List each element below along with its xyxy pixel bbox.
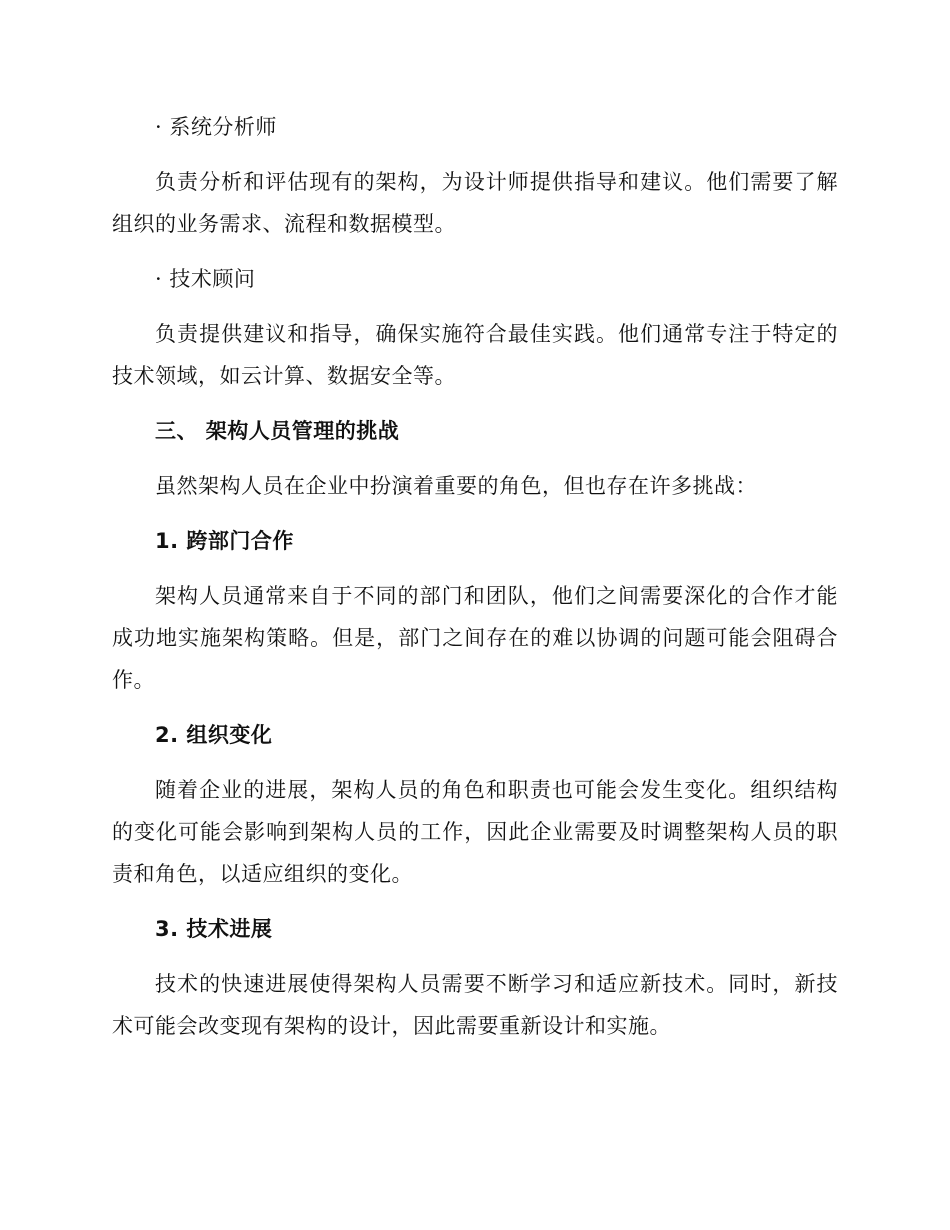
paragraph-tech-line-1: 技术的快速进展使得架构人员需要不断学习和适应新技术。同时，新技 xyxy=(155,972,838,996)
paragraph-tech-line-2: 术可能会改变现有架构的设计，因此需要重新设计和实施。 xyxy=(112,1014,671,1038)
paragraph-org-line-3: 责和角色，以适应组织的变化。 xyxy=(112,862,413,886)
section-heading-challenges: 三、 架构人员管理的挑战 xyxy=(155,419,400,443)
paragraph-org-line-2: 的变化可能会影响到架构人员的工作，因此企业需要及时调整架构人员的职 xyxy=(112,820,838,844)
subheading-tech-progress: 3. 技术进展 xyxy=(155,917,273,941)
bullet-tech-consultant: · 技术顾问 xyxy=(155,267,256,291)
paragraph-org-line-1: 随着企业的进展，架构人员的角色和职责也可能会发生变化。组织结构 xyxy=(155,778,838,802)
subheading-org-change: 2. 组织变化 xyxy=(155,723,273,747)
bullet-system-analyst: · 系统分析师 xyxy=(155,115,277,139)
paragraph-challenges-intro: 虽然架构人员在企业中扮演着重要的角色，但也存在许多挑战： xyxy=(155,474,757,498)
paragraph-cross-line-3: 作。 xyxy=(112,668,155,692)
paragraph-analyst-line-2: 组织的业务需求、流程和数据模型。 xyxy=(112,212,456,236)
paragraph-consultant-line-2: 技术领域，如云计算、数据安全等。 xyxy=(112,364,456,388)
subheading-cross-department: 1. 跨部门合作 xyxy=(155,529,294,553)
paragraph-consultant-line-1: 负责提供建议和指导，确保实施符合最佳实践。他们通常专注于特定的 xyxy=(155,322,838,346)
paragraph-cross-line-2: 成功地实施架构策略。但是，部门之间存在的难以协调的问题可能会阻碍合 xyxy=(112,626,838,650)
paragraph-analyst-line-1: 负责分析和评估现有的架构，为设计师提供指导和建议。他们需要了解 xyxy=(155,170,838,194)
paragraph-cross-line-1: 架构人员通常来自于不同的部门和团队，他们之间需要深化的合作才能 xyxy=(155,584,838,608)
